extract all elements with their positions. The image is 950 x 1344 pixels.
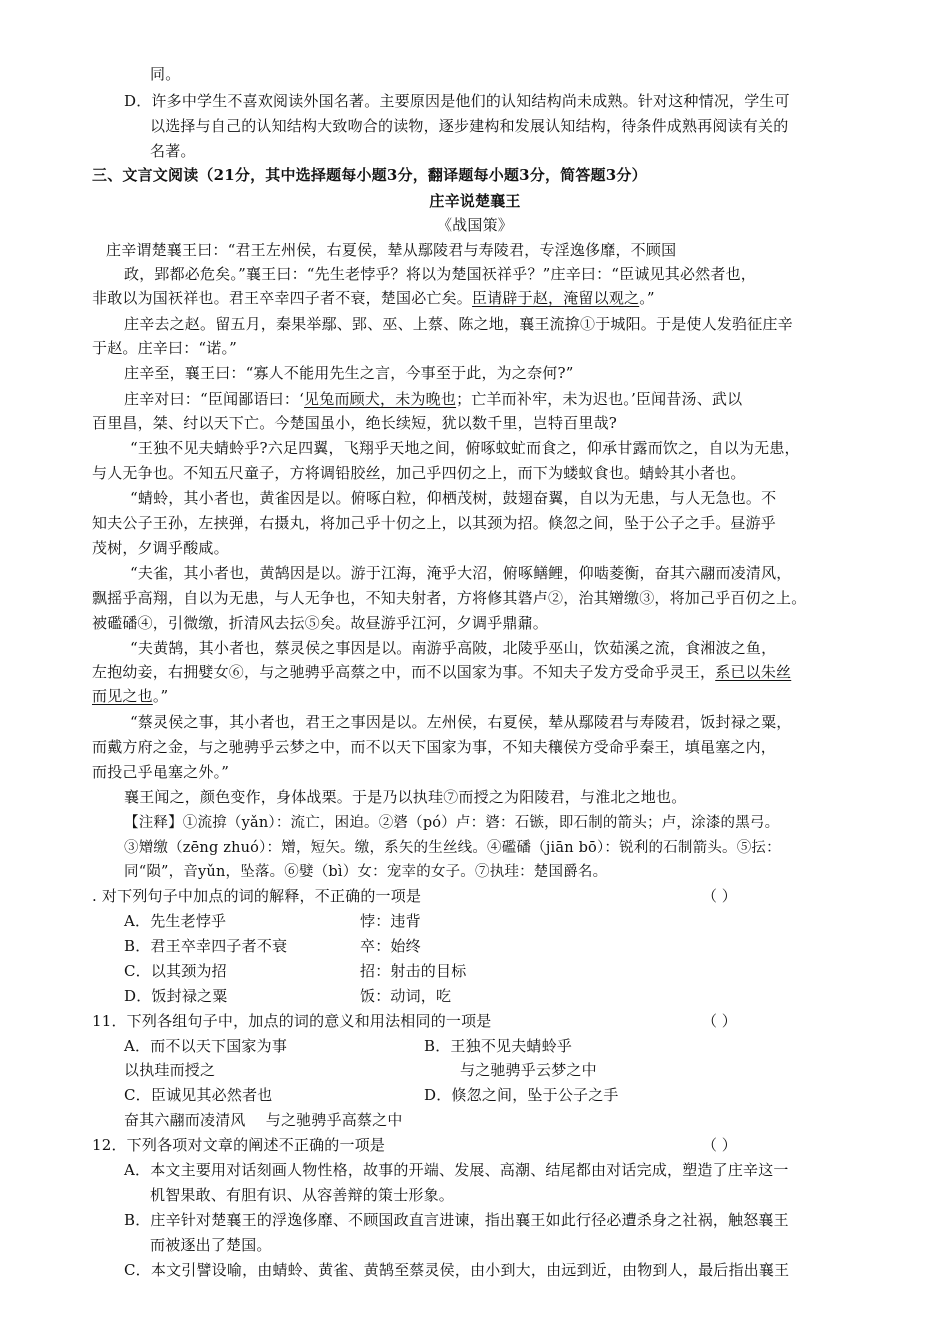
section-heading: 三、文言文阅读（21分，其中选择题每小题3分，翻译题每小题3分，简答题3分） (92, 166, 647, 184)
answer-blank: （ ） (702, 887, 737, 905)
option-text: 而被逐出了楚国。 (150, 1236, 272, 1254)
passage-line: 知夫公子王孙，左挟弹，右摄丸，将加己乎十仞之上，以其颈为招。倏忽之间，坠于公子之手。昼游乎 (92, 514, 777, 532)
underlined-sentence: 系已以朱丝 (715, 663, 792, 681)
answer-blank: （ ） (702, 1136, 737, 1154)
option-text: B．君王卒幸四子者不衰 (124, 937, 288, 955)
answer-blank: （ ） (702, 1012, 737, 1030)
passage-title: 庄辛说楚襄王 (429, 192, 521, 210)
underlined-sentence: 见兔而顾犬，未为晚也 (304, 390, 457, 408)
passage-line: 庄辛去之赵。留五月，秦果举鄢、郢、巫、上蔡、陈之地，襄王流揜①于城阳。于是使人发驺征庄辛 (124, 315, 793, 333)
option-text: A．而不以天下国家为事 (124, 1037, 288, 1055)
passage-line: 飘摇乎高翔，自以为无患，与人无争也，不知夫射者，方将修其碆卢②，治其矰缴③，将加己乎百仞之上。 (92, 589, 807, 607)
option-text: B．王独不见夫蜻蛉乎 (424, 1037, 573, 1055)
prev-option-d-line1: D．许多中学生不喜欢阅读外国名著。主要原因是他们的认知结构尚未成熟。针对这种情况，学生可 (124, 92, 790, 110)
passage-line: 庄辛谓楚襄王曰：“君王左州侯，右夏侯，辇从鄢陵君与寿陵君，专淫逸侈靡，不顾国 (106, 241, 677, 259)
option-text: D．倏忽之间，坠于公子之手 (424, 1086, 619, 1104)
passage-line: 左抱幼妾，右拥嬖女⑥，与之驰骋乎高蔡之中，而不以国家为事。不知夫子发方受命乎灵王，系已以朱丝 (92, 663, 792, 681)
passage-line: 茂树，夕调乎酸咸。 (92, 539, 229, 557)
passage-line: “夫黄鹄，其小者也，蔡灵侯之事因是以。南游乎高陂，北陵乎巫山，饮茹溪之流，食湘波之鱼， (130, 639, 777, 657)
option-text: C．本文引譬设喻，由蜻蛉、黄雀、黄鹄至蔡灵侯，由小到大，由远到近，由物到人，最后指出襄王 (124, 1261, 790, 1279)
passage-line: 百里昌，桀、纣以天下亡。今楚国虽小，绝长续短，犹以数千里，岂特百里哉? (92, 414, 618, 432)
passage-line: 庄辛至，襄王曰：“寡人不能用先生之言，今事至于此，为之奈何?” (124, 364, 574, 382)
question-stem: 12．下列各项对文章的阐述不正确的一项是 (92, 1136, 386, 1154)
option-text: A．先生老悖乎 (124, 912, 227, 930)
option-gloss: 悖：违背 (360, 912, 421, 930)
prev-option-c-tail: 同。 (150, 65, 181, 83)
option-text: 与之驰骋乎云梦之中 (460, 1061, 597, 1079)
notes-line: 【注释】①流揜（yǎn）：流亡，困迫。②碆（pó）卢：碆：石镞，即石制的箭头；卢，涂漆的黑弓。 (124, 815, 780, 831)
question-stem: 11．下列各组句子中，加点的词的意义和用法相同的一项是 (92, 1012, 492, 1030)
notes-line: ③矰缴（zēng zhuó）：矰，短矢。缴，系矢的生丝线。④礛磻（jiān bō）：锐利的石制箭头。⑤抎： (124, 840, 781, 856)
option-text: C．以其颈为招 (124, 962, 227, 980)
passage-line: 被礛磻④，引微缴，折清风去抎⑤矣。故昼游乎江河，夕调乎鼎鼐。 (92, 614, 549, 632)
passage-line: 而见之也。” (92, 687, 169, 705)
option-text: 以执珪而授之 (124, 1061, 216, 1079)
passage-line: 政，郢都必危矣。”襄王曰：“先生老悖乎？将以为楚国祆祥乎？”庄辛曰：“臣诚见其必然者也， (124, 265, 756, 283)
passage-line: 而戴方府之金，与之驰骋乎云梦之中，而不以天下国家为事，不知夫穰侯方受命乎秦王，填黾塞之内， (92, 738, 777, 756)
passage-source: 《战国策》 (436, 216, 513, 234)
option-text: A．本文主要用对话刻画人物性格，故事的开端、发展、高潮、结尾都由对话完成，塑造了庄辛这一 (124, 1161, 789, 1179)
option-text: 奋其六翮而凌清风 与之驰骋乎高蔡之中 (124, 1111, 403, 1129)
option-gloss: 卒：始终 (360, 937, 421, 955)
underlined-sentence: 而见之也 (92, 687, 153, 705)
passage-line: 与人无争也。不知五尺童子，方将调铅胶丝，加己乎四仞之上，而下为蝼蚁食也。蜻蛉其小者也。 (92, 464, 746, 482)
passage-line: 襄王闻之，颜色变作，身体战栗。于是乃以执珪⑦而授之为阳陵君，与淮北之地也。 (124, 788, 687, 806)
prev-option-d-line3: 名著。 (150, 142, 196, 160)
passage-line: “蔡灵侯之事，其小者也，君王之事因是以。左州侯，右夏侯，辇从鄢陵君与寿陵君，饭封禄之粟， (130, 713, 792, 731)
option-text: B．庄辛针对楚襄王的浮逸侈靡、不顾国政直言进谏，指出襄王如此行径必遭杀身之社祸，触怒襄王 (124, 1211, 789, 1229)
option-gloss: 招：射击的目标 (360, 962, 467, 980)
passage-line: “蜻蛉，其小者也，黄雀因是以。俯啄白粒，仰栖茂树，鼓翅奋翼，自以为无患，与人无急也。不 (130, 489, 777, 507)
underlined-sentence: 臣请辟于赵，淹留以观之 (472, 289, 640, 307)
passage-line: 而投己乎黾塞之外。” (92, 763, 230, 781)
option-text: C．臣诚见其必然者也 (124, 1086, 273, 1104)
passage-line: 庄辛对曰：“臣闻鄙语曰：‘见兔而顾犬，未为晚也；亡羊而补牢，未为迟也。’臣闻昔汤、武以 (124, 390, 743, 408)
option-gloss: 饭：动词，吃 (360, 987, 452, 1005)
option-text: 机智果敢、有胆有识、从容善辩的策士形象。 (150, 1186, 455, 1204)
passage-line: “夫雀，其小者也，黄鹄因是以。游于江海，淹乎大沼，俯啄鳝鲤，仰啮菱衡，奋其六翮而凌清风， (130, 564, 792, 582)
option-text: D．饭封禄之粟 (124, 987, 228, 1005)
passage-line: 于赵。庄辛曰：“诺。” (92, 339, 238, 357)
question-stem: . 对下列句子中加点的词的解释，不正确的一项是 (92, 887, 422, 905)
passage-line: 非敢以为国祆祥也。君王卒幸四子者不衰，楚国必亡矣。臣请辟于赵，淹留以观之。” (92, 289, 655, 307)
prev-option-d-line2: 以选择与自己的认知结构大致吻合的读物，逐步建构和发展认知结构，待条件成熟再阅读有关的 (150, 117, 789, 135)
passage-line: “王独不见夫蜻蛉乎?六足四翼，飞翔乎天地之间，俯啄蚊虻而食之，仰承甘露而饮之，自以为无患， (130, 439, 800, 457)
notes-line: 同“陨”，音yǔn，坠落。⑥嬖（bì）女：宠幸的女子。⑦执珪：楚国爵名。 (124, 864, 608, 880)
